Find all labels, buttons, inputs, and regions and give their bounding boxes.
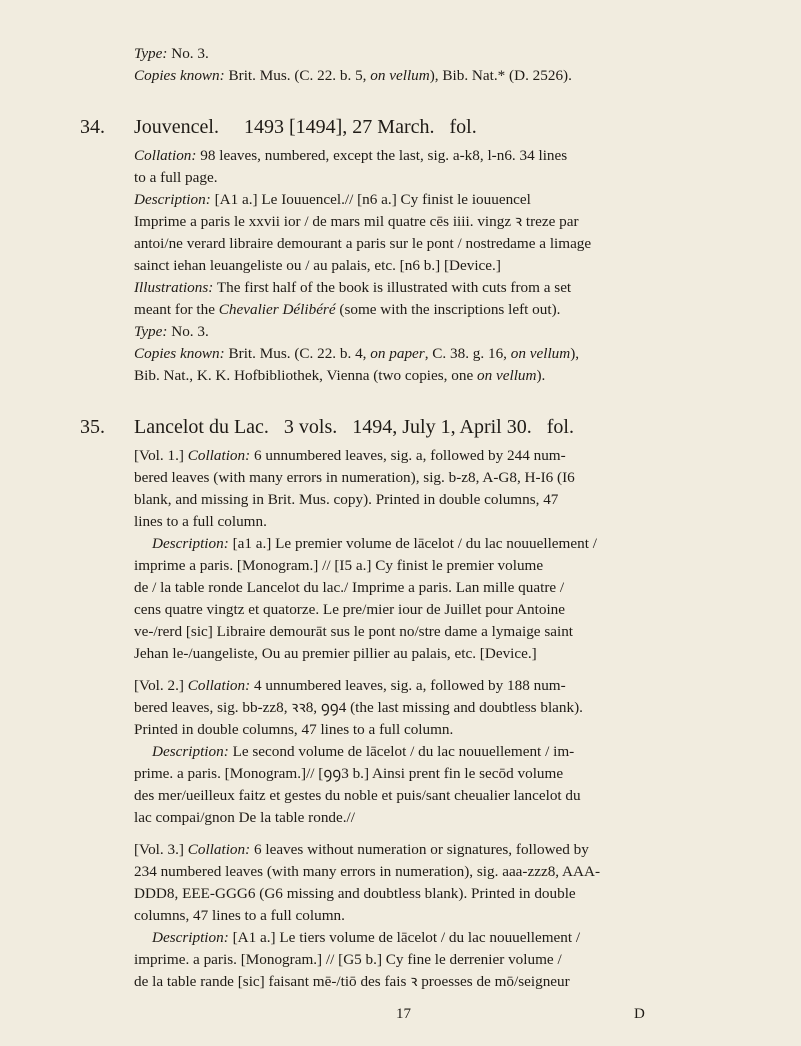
vol1-collation: [Vol. 1.] Collation: 6 unnumbered leaves, sig. a, followed by 244 num- xyxy=(134,447,566,464)
vol3-collation: [Vol. 3.] Collation: 6 leaves without numeration or signatures, followed by xyxy=(134,841,589,858)
illustrations-line: Illustrations: The first half of the book is illustrated with cuts from a set xyxy=(134,279,572,296)
copies-line: Copies known: Brit. Mus. (C. 22. b. 5, on vellum), Bib. Nat.* (D. 2526). xyxy=(134,67,572,84)
type-label: Type: xyxy=(134,45,168,62)
collation-line: Collation: 98 leaves, numbered, except the last, sig. a-k8, l-n6. 34 lines xyxy=(134,147,568,164)
type-line xyxy=(134,44,209,64)
signature-mark: D xyxy=(634,1006,645,1022)
book-page: Type: No. 3. Copies known: Brit. Mus. (C. 22. b. 5, on vellum), Bib. Nat.* (D. 2526). 34. Jouvencel. 1493 [1494], 27 March. fol. Collation: 98 leaves, numbered, except the last, sig. a-k8, l-n6. 34 lines to a full page. Description: [A1 a.] Le Iouuencel.// [n6 a.] Cy finist le iouuencel Imprime a paris le xxvii ior / de mars mil quatre cēs iiii. vingz ꝛ treze par antoi/ne verard libraire demourant a paris sur le pont / nostredame a limage sainct iehan leuangeliste ou / au palais, etc. [n6 b.] [Device.] Illustrations: The first half of the book is illustrated with cuts from a set meant for the Chevalier Délibéré (some with the inscriptions left out). Type: No. 3. Copies known: Brit. Mus. (C. 22. b. 4, on paper, C. 38. g. 16, on vellum), Bib. Nat., K. K. Hofbibliothek, Vienna (two copies, one on vellum). 35. Lancelot du Lac. 3 vols. 1494, July 1, April 30. fol. [Vol. 1.] Collation: 6 unnumbered leaves, sig. a, followed by 244 num- bered leaves (with many errors in numeration), sig. b-z8, A-G8, H-I6 (I6 blank, and missing in Brit. Mus. copy). Printed in double columns, 47 lines to a full column. Description: [a1 a.] Le premier volume de lācelot / du lac nouuellement / imprime a paris. [Monogram.] // [I5 a.] Cy finist le premier volume de / la table ronde Lancelot du lac./ Imprime a paris. Lan mille quatre / cens quatre vingtz et quatorze. Le pre/mier iour de Juillet pour Antoine ve-/rerd [sic] Libraire demourāt sus le pont no/stre dame a lymaige saint Jehan le-/uangeliste, Ou au premier pillier au palais, etc. [Device.] [Vol. 2.] Collation: 4 unnumbered leaves, sig. a, followed by 188 num- bered leaves, sig. bb-zz8, ꝛꝛ8, ꝯꝯ4 (the last missing and doubtless blank). Printed in double columns, 47 lines to a full column. Description: Le second volume de lācelot / du lac nouuellement / im- prime. a paris. [Monogram.]// [ꝯꝯ3 b.] Ainsi prent fin le secōd volume des mer/ueilleux faitz et gestes du noble et puis/sant cheualier lancelot du lac compai/gnon De la table ronde.// [Vol. 3.] Collation: 6 leaves without numeration or signatures, followed by 234 numbered leaves (with many errors in numeration), sig. aaa-zzz8, AAA- DDD8, EEE-GGG6 (G6 missing and doubtless blank). Printed in double columns, 47 lines to a full column. Description: [A1 a.] Le tiers volume de lācelot / du lac nouuellement / imprime. a paris. [Monogram.] // [G5 b.] Cy fine le derrenier volume / de la table rande [sic] faisant mē-/tiō des fais ꝛ proesses de mō/seigneur 17 D xyxy=(80,45,645,1022)
vol1-description: Description: [a1 a.] Le premier volume de lācelot / du lac nouuellement / xyxy=(152,535,597,552)
entry-title: Jouvencel. 1493 [1494], 27 March. fol. xyxy=(134,116,477,138)
copies-label: Copies known: xyxy=(134,67,225,84)
type-value: No. 3. xyxy=(171,45,209,62)
page-number: 17 xyxy=(396,1006,411,1022)
description-line: Description: [A1 a.] Le Iouuencel.// [n6 a.] Cy finist le iouuencel xyxy=(134,191,531,208)
entry-35-heading xyxy=(80,414,574,440)
copies-line: Copies known: Brit. Mus. (C. 22. b. 4, on paper, C. 38. g. 16, on vellum), xyxy=(134,345,580,362)
vol2-collation: [Vol. 2.] Collation: 4 unnumbered leaves, sig. a, followed by 188 num- xyxy=(134,677,566,694)
entry-34-heading xyxy=(80,114,477,140)
entry-number: 35. xyxy=(80,416,105,438)
type-line: Type: No. 3. xyxy=(134,323,209,340)
entry-number: 34. xyxy=(80,116,105,138)
entry-title: Lancelot du Lac. 3 vols. 1494, July 1, April 30. fol. xyxy=(134,416,574,438)
vol3-description: Description: [A1 a.] Le tiers volume de lācelot / du lac nouuellement / xyxy=(152,929,581,946)
vol2-description: Description: Le second volume de lācelot / du lac nouuellement / im- xyxy=(152,743,575,760)
